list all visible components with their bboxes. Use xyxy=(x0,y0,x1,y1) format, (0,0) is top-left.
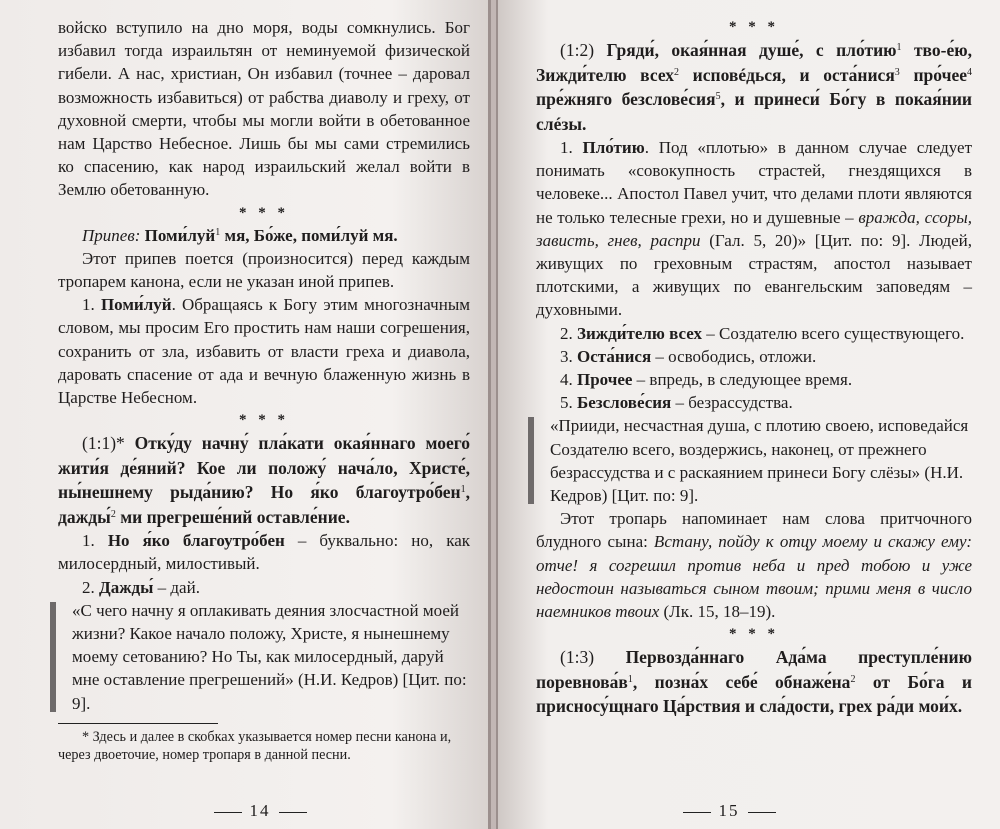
footnote: * Здесь и далее в скобках указывается номер песни канона и, через двоеточие, номер тропаря в данной песни. xyxy=(58,728,452,763)
paragraph: Этот припев поется (произносится) перед каждым тропарем канона, если не указан иной припев. xyxy=(58,248,470,292)
section-separator: * * * xyxy=(239,412,289,429)
section-separator: * * * xyxy=(239,204,289,221)
refrain-text: Поми́луй$^1$ мя, Бо́же, поми́луй мя. xyxy=(144,225,398,245)
refrain-label: Припев: xyxy=(82,225,141,245)
left-page xyxy=(0,0,490,829)
note-item: 5. Безслове́сия – безрассудства. xyxy=(560,393,793,413)
refrain xyxy=(58,224,470,247)
note-item: 1. Пло́тию. Под «плотью» в данном случае следует понимать «совокупность страстей, гнездящихся в человеке... Апостол Павел учит, что делами плоти являются не только телесные грехи, но и душевные – вражда, ссоры, зависть, гнев, распри (Гал. 5, 20)» [Цит. по: 9]. Людей, живущих по греховным страстям, апостол называет плотскими, а живущих по евангельским заповедям – духовными. xyxy=(536,138,972,320)
page-number-left: 14 xyxy=(0,801,490,821)
page-number-right: 15 xyxy=(498,801,1000,821)
note-item: 1. Поми́луй. Обращаясь к Богу этим многозначным словом, мы просим Его простить нам наши согрешения, сохранить от зла, избавить от власти греха и диавола, даровать спасение от ада и вечную блаженную жизнь в Царстве Небесном. xyxy=(58,295,470,408)
paragraph: войско вступило на дно моря, воды сомкнулись. Бог избавил тогда израильтян от неминуемой физической гибели. А нас, христиан, Он избавил (точнее – даровал возможность избавиться) от рабства диаволу и греху, от духовной смерти, чтобы мы могли войти в обетованное нам Царство Небесное. Лишь бы мы сами стремились ко спасению, как народ израильский желал войти в Землю обетованную. xyxy=(58,18,470,200)
footnote-rule xyxy=(58,723,218,724)
note-item: 2. Дажды́ – дай. xyxy=(82,577,200,597)
translation-quote: «С чего начну я оплакивать деяния злосчастной моей жизни? Какое начало положу, Христе, я нынешнему моему сетованию? Но Ты, как милосердный, даруй мне оставление прегрешений» (Н.И. Кедров) [Цит. по: 9]. xyxy=(58,599,470,715)
note-item: 4. Прочее – впредь, в следующее время. xyxy=(560,370,853,390)
note-item: 2. Зижди́телю всех – Создателю всего существующего. xyxy=(560,323,965,343)
section-separator: * * * xyxy=(729,19,779,35)
troparion-verse: (1:1)* Отку́ду начну́ пла́кати окая́ннаго моего́ жити́я де́яний? Кое ли положу́ нача́ло, Христе́, ны́нешнему рыда́нию? Но я́ко благоутро́бен$^1$, дажды́$^2$ ми прегреше́ний оставле́ние. xyxy=(58,433,470,527)
section-separator: * * * xyxy=(729,626,779,643)
troparion-verse: (1:2) Гряди́, окая́нная душе́, с пло́тию$^1$ тво-е́ю, Зижди́телю всех$^2$ исповéдься, и оста́нися$^3$ про́чее$^4$ пре́жняго безслове́сия$^5$, и принеси́ Бо́гу в покая́нии слéзы. xyxy=(536,40,972,134)
troparion-verse: (1:3) Первозда́ннаго Ада́ма преступле́нию $поревнова́в^1$, позна́х себе́ $обнаже́на^2$ от Бо́га и присносу́щнаго Ца́рствия и сла́дости, грех ра́ди мои́х. xyxy=(536,647,972,717)
paragraph: Этот тропарь напоминает нам слова притчочного блудного сына: Встану, пойду к отцу моему и скажу ему: отче! я согрешил против неба и пред тобою и уже недостоин называться сыном твоим; прими меня в число наемников твоих (Лк. 15, 18–19). xyxy=(536,509,972,622)
note-item: 1. Но я́ко благоутро́бен – буквально: но, как милосердный, милостивый. xyxy=(58,531,470,574)
translation-quote: «Прииди, несчастная душа, с плотию своею, исповедайся Создателю всего, воздержись, наконец, от прежнего безрассудства и с раскаянием принеси Богу слёзы» (Н.И. Кедров) [Цит. по: 9]. xyxy=(536,414,972,507)
note-item: 3. Оста́нися – освободись, отложи. xyxy=(560,346,817,366)
right-page xyxy=(498,0,1000,829)
